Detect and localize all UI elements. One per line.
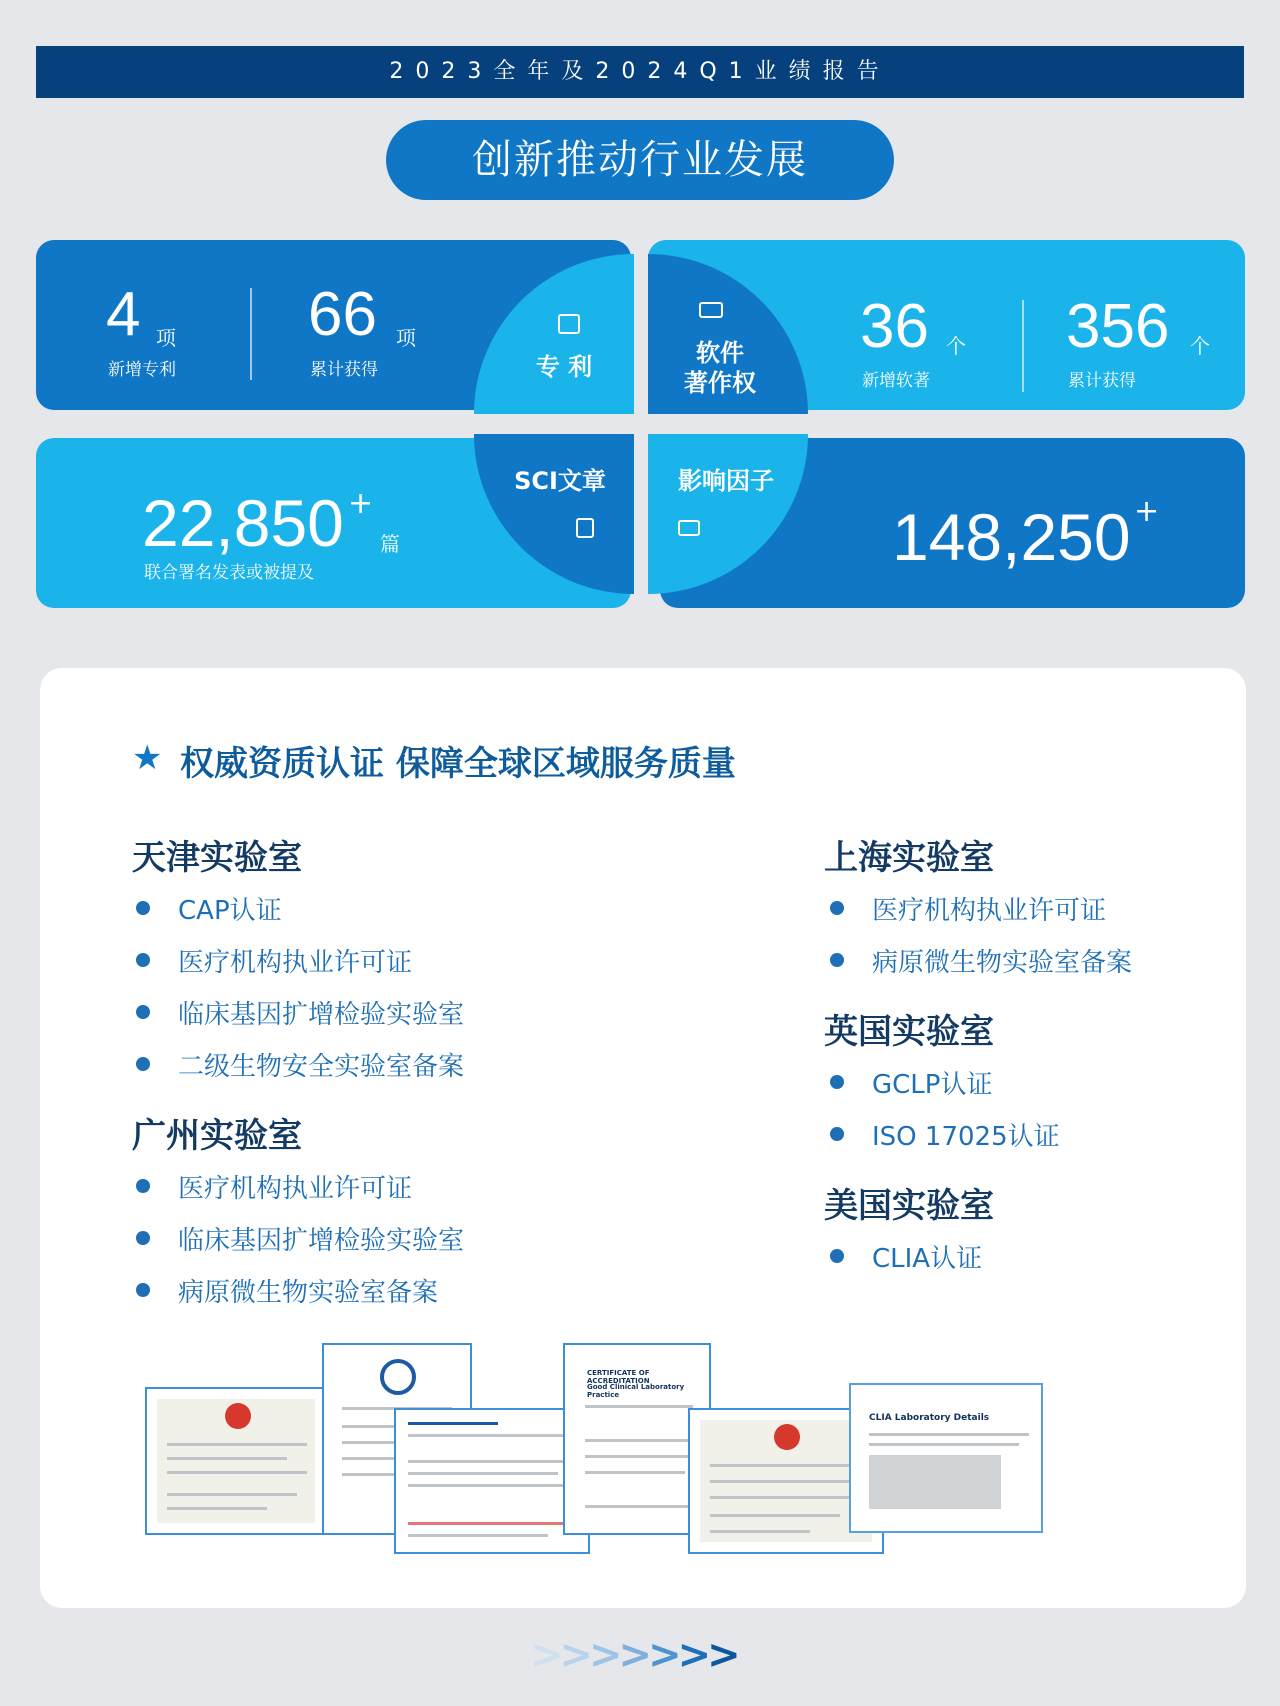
tianjin-item-2: 医疗机构执业许可证	[178, 948, 413, 978]
patents-total-unit: 项	[396, 326, 416, 350]
sci-plus: +	[348, 486, 374, 521]
paper-icon	[576, 518, 594, 538]
cert-clia	[849, 1383, 1043, 1533]
impact-quadrant-label: 影响因子	[678, 467, 774, 495]
bullet-icon	[136, 1231, 150, 1245]
tianjin-item-3: 临床基因扩增检验实验室	[178, 1000, 465, 1030]
tianjin-item-4: 二级生物安全实验室备案	[178, 1052, 465, 1082]
impact-plus: +	[1134, 494, 1160, 529]
lab-shanghai: 上海实验室	[824, 838, 994, 878]
certification-title: 权威资质认证 保障全球区域服务质量	[180, 744, 736, 784]
bullet-icon	[136, 1057, 150, 1071]
lab-guangzhou: 广州实验室	[132, 1116, 302, 1156]
cert-gclp-title: Good Clinical Laboratory Practice	[587, 1383, 685, 1399]
patents-divider	[250, 288, 252, 380]
software-total-unit: 个	[1190, 334, 1210, 358]
footer-arrows: >>>>>>>	[530, 1632, 737, 1678]
cert-accreditation-title: CERTIFICATE OF ACCREDITATION	[587, 1369, 650, 1385]
impact-value: 148,250	[892, 500, 1131, 574]
lab-uk: 英国实验室	[824, 1012, 994, 1052]
software-divider	[1022, 300, 1024, 392]
cert-cap-report	[394, 1408, 590, 1554]
report-banner: 2023全年及2024Q1业绩报告	[36, 46, 1244, 98]
lab-tianjin: 天津实验室	[132, 838, 302, 878]
software-total-label: 累计获得	[1068, 371, 1136, 391]
card-icon	[699, 302, 723, 318]
bullet-icon	[830, 1249, 844, 1263]
guangzhou-item-1: 医疗机构执业许可证	[178, 1174, 413, 1204]
sci-unit: 篇	[380, 532, 400, 556]
software-quadrant-label-1: 软件	[696, 339, 744, 367]
cert-clia-title: CLIA Laboratory Details	[869, 1413, 990, 1423]
patents-total-label: 累计获得	[310, 360, 378, 380]
sci-value: 22,850	[142, 486, 344, 560]
guangzhou-item-2: 临床基因扩增检验实验室	[178, 1226, 465, 1256]
patents-new-unit: 项	[156, 326, 176, 350]
hero-pill: 创新推动行业发展	[386, 120, 894, 200]
shanghai-item-1: 医疗机构执业许可证	[872, 896, 1107, 926]
patents-total-value: 66	[308, 280, 377, 349]
seal-icon	[774, 1424, 800, 1450]
lab-us: 美国实验室	[824, 1186, 994, 1226]
software-quadrant-label-2: 著作权	[684, 369, 756, 397]
patents-new-label: 新增专利	[108, 360, 176, 380]
sci-quadrant-label: SCI文章	[514, 467, 606, 495]
uk-item-1: GCLP认证	[872, 1070, 993, 1100]
bullet-icon	[830, 1075, 844, 1089]
bullet-icon	[830, 953, 844, 967]
us-item-1: CLIA认证	[872, 1244, 983, 1274]
logo-icon	[380, 1359, 416, 1395]
bullet-icon	[136, 1005, 150, 1019]
bullet-icon	[136, 901, 150, 915]
presentation-icon	[678, 520, 700, 536]
software-new-unit: 个	[946, 334, 966, 358]
seal-icon	[225, 1403, 251, 1429]
uk-item-2: ISO 17025认证	[872, 1122, 1060, 1152]
patents-new-value: 4	[106, 280, 141, 349]
cert-medical-license-tianjin	[145, 1387, 327, 1535]
document-icon	[558, 314, 580, 334]
software-new-value: 36	[860, 292, 929, 361]
patents-quadrant-label: 专 利	[535, 353, 593, 381]
bullet-icon	[136, 1283, 150, 1297]
software-total-value: 356	[1066, 292, 1170, 361]
bullet-icon	[136, 1179, 150, 1193]
software-new-label: 新增软著	[862, 371, 930, 391]
star-icon: ★	[132, 738, 163, 778]
guangzhou-item-3: 病原微生物实验室备案	[178, 1278, 439, 1308]
bullet-icon	[830, 1127, 844, 1141]
sci-label: 联合署名发表或被提及	[144, 563, 314, 583]
bullet-icon	[136, 953, 150, 967]
shanghai-item-2: 病原微生物实验室备案	[872, 948, 1133, 978]
bullet-icon	[830, 901, 844, 915]
tianjin-item-1: CAP认证	[178, 896, 282, 926]
